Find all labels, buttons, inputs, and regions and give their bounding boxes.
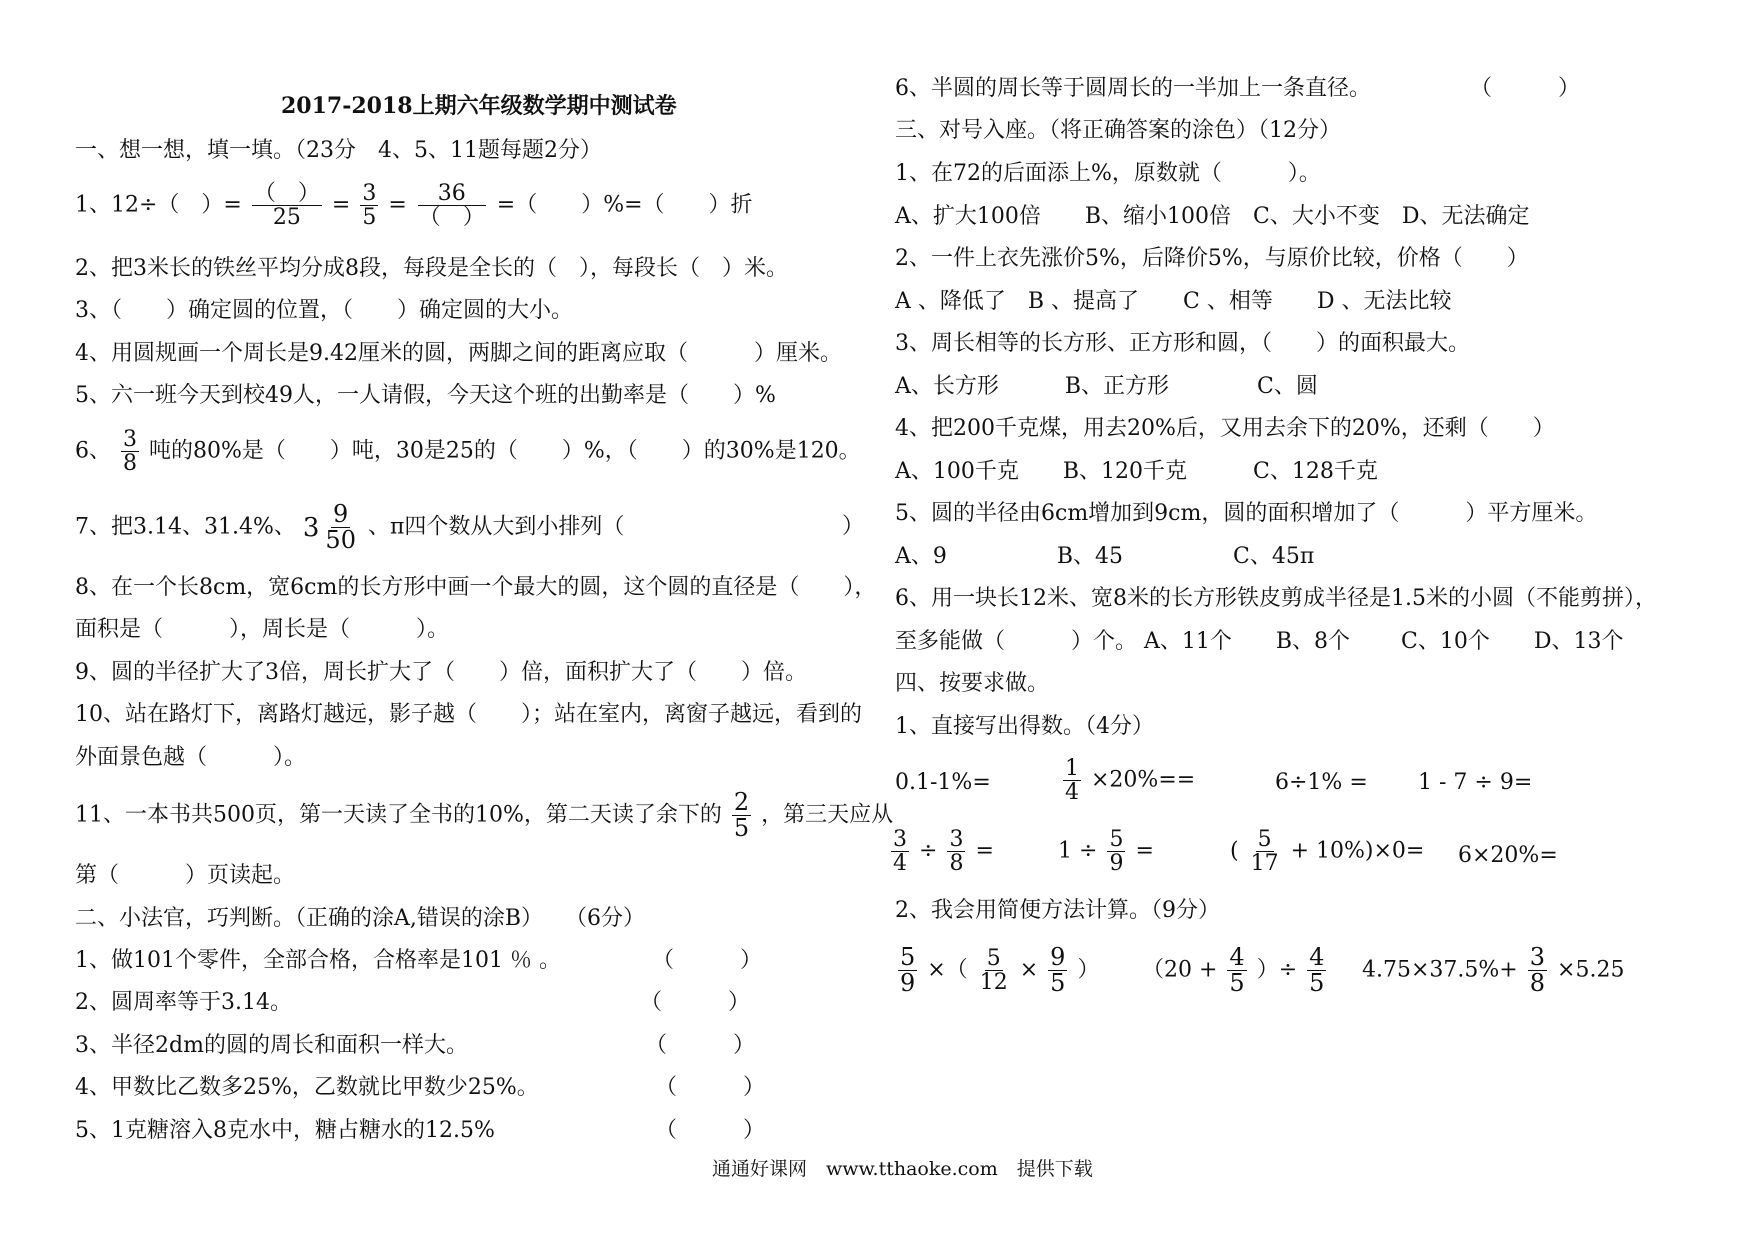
fraction: $\frac{4}{5}$: [1309, 943, 1325, 998]
question-1-7: 7、把3.14、31.4%、 3 $\frac{9}{50}$ 、π四个数从大到小排列（: [75, 500, 625, 555]
question-1-1: 1、12÷（ ）= $\frac{( )}{25}$ = $\frac{3}{5}$ = $\frac{36}{( )}$ =（ ）%=（ ）折: [75, 181, 753, 231]
choice-5: 5、圆的半径由6cm增加到9cm，圆的面积增加了（ ）平方厘米。: [895, 501, 1598, 526]
direct-calc-4: 1 - 7 ÷ 9=: [1418, 770, 1533, 795]
fraction: $\frac{5}{9}$: [900, 943, 916, 998]
fraction: $\frac{5}{17}$: [1250, 827, 1279, 877]
judgement-4-answer[interactable]: （ ）: [655, 1075, 766, 1100]
section-3-header: 三、对号入座。（将正确答案的涂色）（12分）: [895, 118, 1341, 143]
choice-4-options[interactable]: A、100千克 B、120千克 C、128千克: [895, 459, 1378, 484]
question-1-6: 6、 $\frac{3}{8}$ 吨的80%是（ ）吨，30是25的（ ）%，（ ）的30%是120。: [75, 427, 861, 477]
judgement-6-answer[interactable]: （ ）: [1470, 76, 1581, 101]
section-1-header: 一、想一想，填一填。（23分 4、5、11题每题2分）: [75, 138, 602, 163]
fraction: $\frac{5}{9}$: [1109, 827, 1124, 877]
direct-calc-5: $\frac{3}{4}$ ÷ $\frac{3}{8}$ =: [893, 827, 994, 877]
fraction: $\frac{( )}{25}$: [253, 181, 320, 231]
fraction: $\frac{1}{4}$: [1065, 756, 1079, 806]
direct-calc-6: 1 ÷ $\frac{5}{9}$ =: [1058, 827, 1154, 877]
question-1-11-line2: 第（ ）页读起。: [75, 863, 296, 888]
direct-calc-2: $\frac{1}{4}$ ×20%==: [1065, 756, 1196, 806]
question-1-9: 9、圆的半径扩大了3倍，周长扩大了（ ）倍，面积扩大了（ ）倍。: [75, 660, 807, 685]
fraction: $\frac{2}{5}$: [733, 788, 750, 843]
fraction: $\frac{9}{5}$: [1050, 943, 1066, 998]
choice-3: 3、周长相等的长方形、正方形和圆，（ ）的面积最大。: [895, 331, 1470, 356]
choice-1-options[interactable]: A、扩大100倍 B、缩小100倍 C、大小不变 D、无法确定: [895, 204, 1530, 229]
section-4-header: 四、按要求做。: [895, 671, 1050, 696]
direct-calc-1: 0.1-1%=: [895, 770, 991, 795]
fraction: $\frac{3}{5}$: [362, 181, 377, 231]
choice-2: 2、一件上衣先涨价5%，后降价5%，与原价比较，价格（ ）: [895, 246, 1529, 271]
simplify-1: $\frac{5}{9}$ ×（ $\frac{5}{12}$ × $\frac{9}{5}$ ）: [900, 943, 1100, 998]
direct-calc-8: 6×20%=: [1458, 843, 1558, 868]
footer-source: 通通好课网 www.tthaoke.com 提供下载: [712, 1158, 1093, 1180]
question-1-5: 5、六一班今天到校49人，一人请假，今天这个班的出勤率是（ ）%: [75, 383, 776, 408]
simplify-2: （20 + $\frac{4}{5}$ ）÷ $\frac{4}{5}$: [1142, 943, 1325, 998]
fraction: $\frac{4}{5}$: [1229, 943, 1245, 998]
judgement-4: 4、甲数比乙数多25%，乙数就比甲数少25%。: [75, 1075, 539, 1100]
judgement-3: 3、半径2dm的圆的周长和面积一样大。: [75, 1033, 468, 1058]
fraction: $\frac{36}{( )}$: [418, 181, 485, 231]
question-1-3: 3、（ ）确定圆的位置，（ ）确定圆的大小。: [75, 298, 573, 323]
choice-2-options[interactable]: A 、降低了 B 、提高了 C 、相等 D 、无法比较: [895, 289, 1452, 314]
direct-calc-3: 6÷1% =: [1275, 770, 1368, 795]
choice-6-line2[interactable]: 至多能做（ ）个。 A、11个 B、8个 C、10个 D、13个: [895, 629, 1624, 654]
question-1-8-line1: 8、在一个长8cm，宽6cm的长方形中画一个最大的圆，这个圆的直径是（ ），: [75, 575, 877, 600]
question-1-11-line1: 11、一本书共500页，第一天读了全书的10%，第二天读了余下的 $\frac{2}{5}$ ，第三天应从: [75, 788, 894, 843]
question-1-8-line2: 面积是（ ），周长是（ ）。: [75, 617, 450, 642]
simplify-3: 4.75×37.5%+ $\frac{3}{8}$ ×5.25: [1362, 943, 1625, 998]
direct-calc-7: ( $\frac{5}{17}$ + 10%)×0=: [1230, 827, 1425, 877]
choice-4: 4、把200千克煤，用去20%后，又用去余下的20%，还剩（ ）: [895, 416, 1555, 441]
question-1-2: 2、把3米长的铁丝平均分成8段，每段是全长的（ ），每段长（ ）米。: [75, 256, 788, 281]
judgement-1: 1、做101个零件，全部合格，合格率是101 ％ 。: [75, 948, 561, 973]
fraction: $\frac{3}{8}$: [1529, 943, 1546, 998]
judgement-2: 2、圆周率等于3.14。: [75, 990, 292, 1015]
fraction: $\frac{3}{8}$: [123, 427, 137, 477]
choice-5-options[interactable]: A、9 B、45 C、45π: [895, 544, 1315, 569]
choice-6-line1: 6、用一块长12米、宽8米的长方形铁皮剪成半径是1.5米的小圆（不能剪拼），: [895, 586, 1657, 611]
fraction: $\frac{3}{4}$: [893, 827, 907, 877]
section-2-header: 二、小法官，巧判断。（正确的涂A,错误的涂B） （6分）: [75, 906, 646, 931]
judgement-2-answer[interactable]: （ ）: [640, 990, 751, 1015]
question-1-4: 4、用圆规画一个周长是9.42厘米的圆，两脚之间的距离应取（ ）厘米。: [75, 341, 842, 366]
judgement-6: 6、半圆的周长等于圆周长的一半加上一条直径。: [895, 76, 1371, 101]
mixed-number: 3 $\frac{9}{50}$: [302, 500, 356, 555]
fraction: $\frac{5}{12}$: [979, 946, 1008, 996]
page-title: 2017-2018上期六年级数学期中测试卷: [281, 93, 677, 119]
question-1-10-line2: 外面景色越（ ）。: [75, 745, 307, 770]
judgement-1-answer[interactable]: （ ）: [652, 948, 763, 973]
direct-calc-header: 1、直接写出得数。（4分）: [895, 714, 1154, 739]
fraction: $\frac{3}{8}$: [949, 827, 964, 877]
choice-1: 1、在72的后面添上%，原数就（ ）。: [895, 161, 1321, 186]
question-1-10-line1: 10、站在路灯下，离路灯越远，影子越（ ）；站在室内，离窗子越远，看到的: [75, 702, 862, 727]
question-1-7-close: ）: [842, 514, 865, 539]
choice-3-options[interactable]: A、长方形 B、正方形 C、圆: [895, 374, 1318, 399]
judgement-5-answer[interactable]: （ ）: [655, 1118, 766, 1143]
simplify-header: 2、我会用简便方法计算。（9分）: [895, 898, 1220, 923]
judgement-5: 5、1克糖溶入8克水中，糖占糖水的12.5%: [75, 1118, 495, 1143]
judgement-3-answer[interactable]: （ ）: [645, 1033, 756, 1058]
